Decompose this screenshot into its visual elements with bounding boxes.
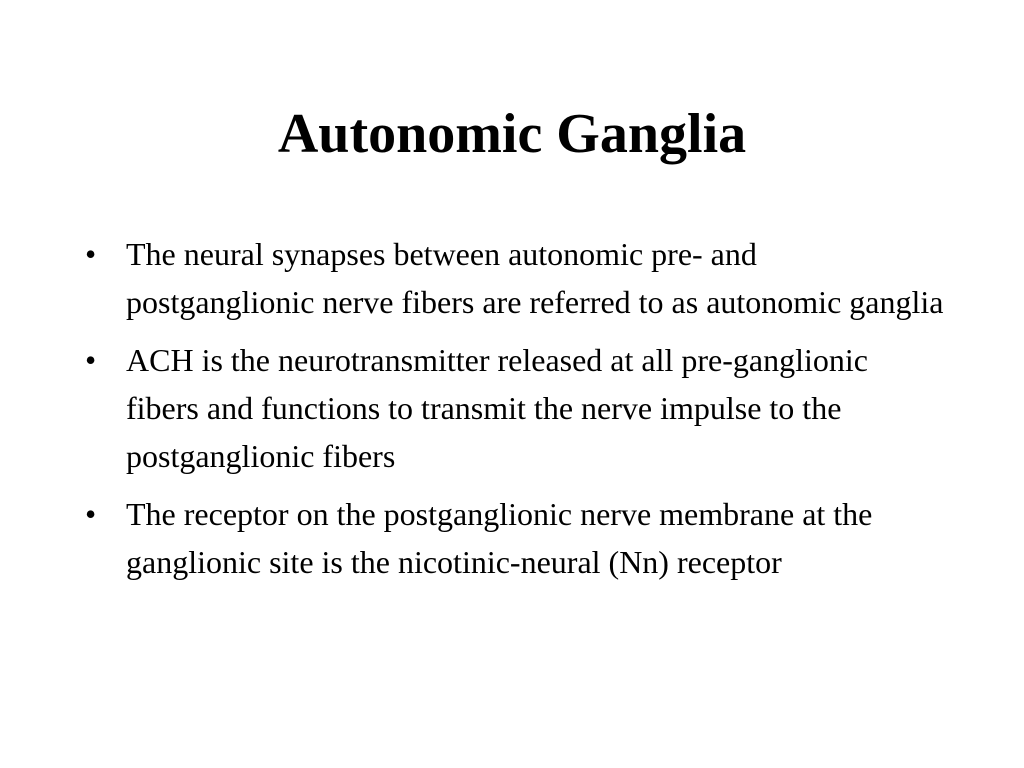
bullet-dot-icon: • [85,342,97,378]
bullet-item [85,336,945,480]
bullet-text: The neural synapses between autonomic pre- and postganglionic nerve fibers are referred to as autonomic ganglia [126,236,944,320]
bullet-item [85,230,945,326]
bullet-dot-icon: • [85,496,97,532]
slide-title: Autonomic Ganglia [277,103,747,165]
bullet-dot-icon: • [85,236,97,272]
bullet-list [85,230,945,596]
bullet-text: The receptor on the postganglionic nerve membrane at the ganglionic site is the nicotinic-neural (Nn) receptor [126,496,873,580]
bullet-text: ACH is the neurotransmitter released at all pre-ganglionic fibers and functions to transmit the nerve impulse to the postganglionic fibers [126,342,868,474]
bullet-item [85,490,945,586]
